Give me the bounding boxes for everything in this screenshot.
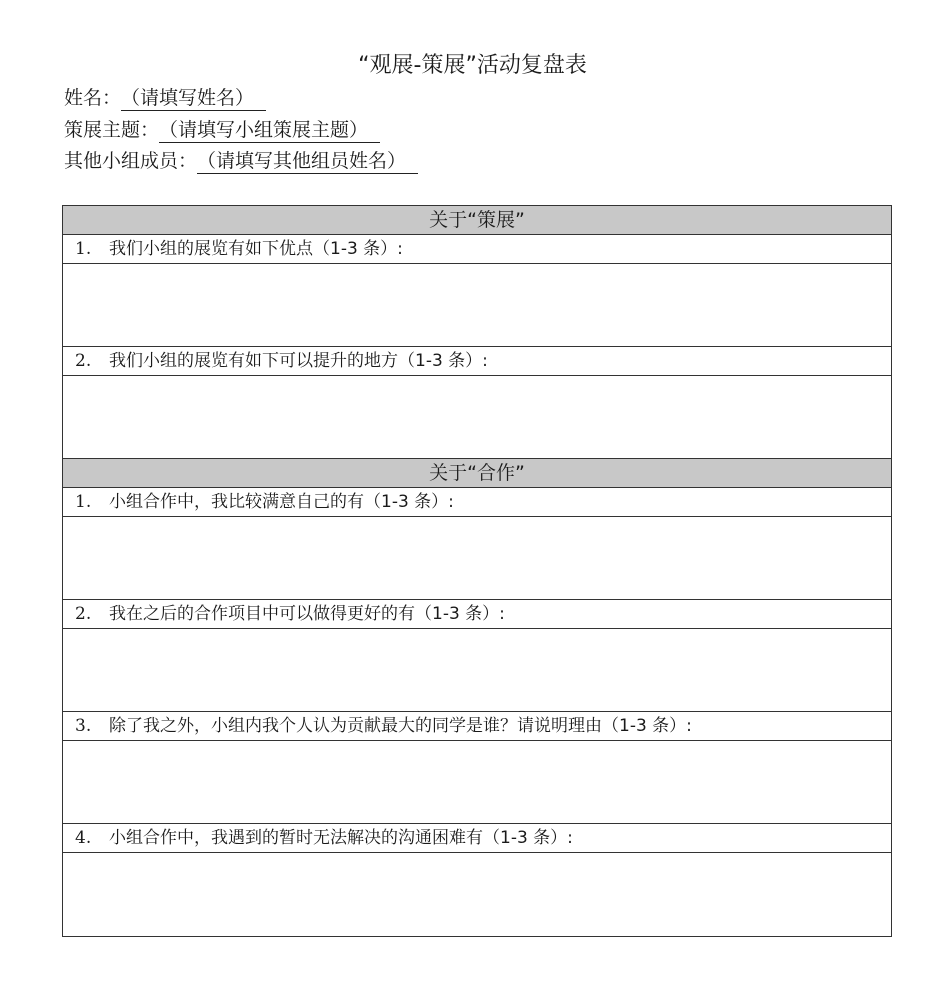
page-title: “观展-策展”活动复盘表 xyxy=(358,53,587,78)
question-text: 除了我之外，小组内我个人认为贡献最大的同学是谁？请说明理由（1-3 条）: xyxy=(109,716,692,736)
question-number: 1. xyxy=(75,239,92,259)
question-row xyxy=(63,712,891,741)
question-row xyxy=(63,600,891,629)
answer-area[interactable] xyxy=(63,264,891,347)
answer-area[interactable] xyxy=(63,376,891,459)
question-text: 我在之后的合作项目中可以做得更好的有（1-3 条）: xyxy=(109,604,505,624)
review-form-table xyxy=(62,205,892,937)
theme-label: 策展主题： xyxy=(64,119,160,141)
members-label: 其他小组成员： xyxy=(64,150,198,172)
members-line xyxy=(64,149,418,174)
section-header-cooperation: 关于“合作” xyxy=(63,459,891,488)
answer-area[interactable] xyxy=(63,741,891,824)
question-text: 我们小组的展览有如下可以提升的地方（1-3 条）: xyxy=(109,351,488,371)
theme-line xyxy=(64,118,380,143)
name-line xyxy=(64,86,266,111)
question-text: 小组合作中，我比较满意自己的有（1-3 条）: xyxy=(109,492,454,512)
name-field[interactable]: （请填写姓名） xyxy=(121,86,266,111)
members-field[interactable]: （请填写其他组员姓名） xyxy=(197,149,418,174)
question-number: 3. xyxy=(75,716,92,736)
question-number: 2. xyxy=(75,604,92,624)
question-number: 2. xyxy=(75,351,92,371)
name-label: 姓名： xyxy=(64,87,122,109)
theme-field[interactable]: （请填写小组策展主题） xyxy=(159,118,380,143)
question-text: 小组合作中，我遇到的暂时无法解决的沟通困难有（1-3 条）: xyxy=(109,828,573,848)
question-row xyxy=(63,347,891,376)
question-row xyxy=(63,824,891,853)
question-number: 1. xyxy=(75,492,92,512)
section-header-curation: 关于“策展” xyxy=(63,206,891,235)
question-row xyxy=(63,235,891,264)
answer-area[interactable] xyxy=(63,517,891,600)
question-number: 4. xyxy=(75,828,92,848)
question-text: 我们小组的展览有如下优点（1-3 条）: xyxy=(109,239,403,259)
question-row xyxy=(63,488,891,517)
answer-area[interactable] xyxy=(63,629,891,712)
answer-area[interactable] xyxy=(63,853,891,936)
